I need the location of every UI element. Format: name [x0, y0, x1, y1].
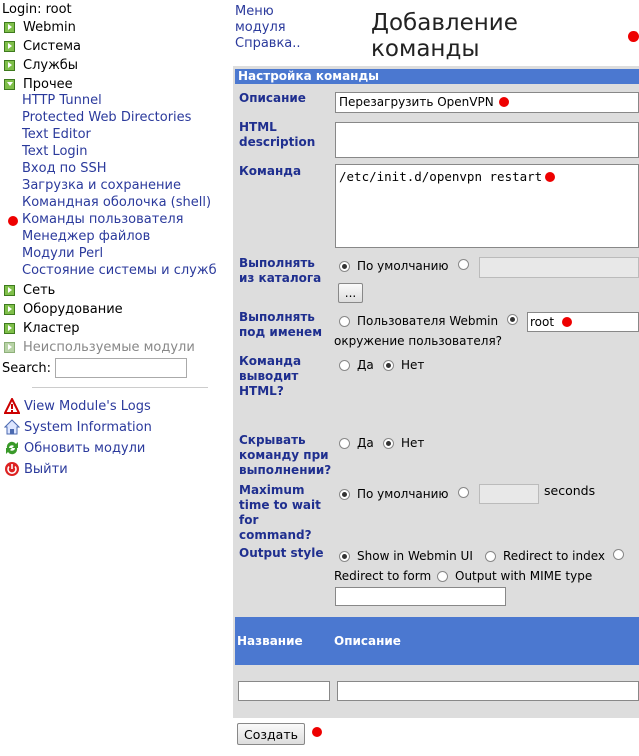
hide-command-label: Скрывать команду при выполнении? [239, 433, 332, 477]
collapse-icon [4, 79, 15, 90]
user-input[interactable] [527, 312, 639, 332]
user-custom-option[interactable] [507, 314, 525, 325]
outputs-html-label: Команда выводит HTML? [239, 354, 302, 398]
home-icon [4, 419, 20, 435]
search-input[interactable] [55, 358, 187, 378]
max-time-default[interactable]: По умолчанию [339, 487, 449, 501]
dir-custom-option[interactable] [458, 259, 476, 270]
command-label: Команда [239, 164, 302, 178]
output-mime[interactable]: Output with MIME type [437, 569, 592, 583]
nav-category-others[interactable]: Прочее [4, 75, 73, 93]
description-input[interactable] [335, 92, 639, 113]
outputs-html-no[interactable]: Нет [383, 358, 424, 372]
nav-category-unused-modules[interactable]: Неиспользуемые модули [4, 338, 195, 356]
nav-item-ssh-login[interactable]: Вход по SSH [22, 161, 107, 176]
output-style-label: Output style [239, 546, 324, 560]
command-form-panel [233, 66, 639, 718]
marker-dot [8, 216, 18, 226]
col-desc-header: Описание [334, 634, 401, 648]
nav-item-text-login[interactable]: Text Login [22, 144, 88, 159]
marker-dot [499, 97, 509, 107]
expand-icon [4, 60, 15, 71]
help-link[interactable]: Справка.. [235, 36, 301, 51]
marker-dot [545, 172, 555, 182]
command-textarea[interactable] [335, 164, 639, 248]
param-desc-input[interactable] [337, 681, 639, 701]
user-value: root [530, 315, 555, 329]
nav-item-text-editor[interactable]: Text Editor [22, 127, 91, 142]
refresh-icon [4, 440, 20, 456]
expand-icon [4, 342, 15, 353]
page-title: Добавление команды [371, 10, 518, 62]
params-table-header [235, 617, 639, 665]
refresh-modules-link[interactable]: Обновить модули [4, 440, 145, 456]
user-webmin-radio[interactable] [339, 316, 350, 327]
search-area [2, 358, 187, 378]
dir-custom-radio[interactable] [458, 259, 469, 270]
seconds-label: seconds [544, 483, 596, 498]
max-time-label: Maximum time to wait for command? [239, 483, 321, 542]
expand-icon [4, 41, 15, 52]
view-logs-link[interactable]: View Module's Logs [4, 398, 151, 414]
module-menu-link-line1[interactable]: Меню [235, 4, 274, 19]
expand-icon [4, 323, 15, 334]
nav-item-shell[interactable]: Командная оболочка (shell) [22, 195, 212, 210]
warning-icon [4, 398, 20, 414]
hide-yes[interactable]: Да [339, 436, 374, 450]
expand-icon [4, 304, 15, 315]
html-description-label: HTML description [239, 120, 316, 149]
command-value: /etc/init.d/openvpn restart [339, 169, 543, 184]
nav-item-perl-modules[interactable]: Модули Perl [22, 246, 104, 261]
max-time-custom[interactable] [458, 487, 476, 498]
form-header: Настройка команды [235, 69, 639, 84]
left-sidebar [0, 0, 230, 756]
mime-type-input[interactable] [335, 587, 506, 606]
browse-dir-button[interactable]: ... [338, 283, 363, 303]
description-value: Перезагрузить OpenVPN [339, 95, 494, 109]
user-webmin-option[interactable]: Пользователя Webmin [339, 314, 498, 328]
module-menu-link-line2[interactable]: модуля [235, 20, 286, 35]
run-as-user-label: Выполнять под именем [239, 310, 322, 339]
nav-category-cluster[interactable]: Кластер [4, 319, 79, 337]
marker-dot [562, 317, 572, 327]
max-time-default-radio[interactable] [339, 489, 350, 500]
nav-item-protected-web-dirs[interactable]: Protected Web Directories [22, 110, 192, 125]
dir-default-option[interactable]: По умолчанию [339, 259, 449, 273]
page-title-wrap [371, 10, 639, 62]
output-redirect-index[interactable]: Redirect to index [485, 549, 605, 563]
outputs-html-yes[interactable]: Да [339, 358, 374, 372]
nav-category-webmin[interactable]: Webmin [4, 18, 76, 36]
output-show-in-ui[interactable]: Show in Webmin UI [339, 549, 473, 563]
run-in-dir-label: Выполнять из каталога [239, 256, 322, 285]
nav-item-file-manager[interactable]: Менеджер файлов [22, 229, 151, 244]
output-mime-radio[interactable] [437, 571, 448, 582]
marker-dot [312, 727, 322, 737]
dir-input[interactable] [479, 257, 639, 278]
divider [32, 387, 208, 388]
output-redirect-form-radio[interactable] [613, 549, 624, 560]
param-name-input[interactable] [238, 681, 330, 701]
marker-dot [628, 31, 639, 42]
output-redirect-index-radio[interactable] [485, 551, 496, 562]
user-custom-radio[interactable] [507, 314, 518, 325]
nav-item-custom-commands[interactable]: Команды пользователя [22, 212, 184, 227]
nav-category-system[interactable]: Система [4, 37, 81, 55]
max-time-custom-radio[interactable] [458, 487, 469, 498]
html-description-input[interactable] [335, 122, 639, 158]
create-button[interactable]: Создать [237, 723, 305, 745]
system-information-link[interactable]: System Information [4, 419, 152, 435]
login-label: Login: root [2, 2, 72, 17]
main-content [230, 0, 639, 756]
description-label: Описание [239, 91, 306, 105]
max-time-input[interactable] [479, 484, 539, 504]
dir-default-radio[interactable] [339, 261, 350, 272]
nav-category-hardware[interactable]: Оборудование [4, 300, 123, 318]
hide-no[interactable]: Нет [383, 436, 424, 450]
expand-icon [4, 285, 15, 296]
output-redirect-form-radio-wrap[interactable] [613, 549, 631, 560]
outputs-html-yes-radio[interactable] [339, 360, 350, 371]
top-links [235, 4, 301, 52]
power-icon [4, 461, 20, 477]
logout-link[interactable]: Выйти [4, 461, 68, 477]
nav-item-system-status[interactable]: Состояние системы и служб [22, 263, 217, 278]
outputs-html-no-radio[interactable] [383, 360, 394, 371]
hide-yes-radio[interactable] [339, 438, 350, 449]
nav-category-servers[interactable]: Службы [4, 56, 78, 74]
search-label: Search: [2, 360, 52, 376]
nav-category-networking[interactable]: Сеть [4, 281, 55, 299]
output-show-in-ui-radio[interactable] [339, 551, 350, 562]
output-redirect-form-label: Redirect to form [334, 569, 432, 583]
user-env-checkbox-label: окружение пользователя? [334, 334, 503, 348]
nav-item-http-tunnel[interactable]: HTTP Tunnel [22, 93, 102, 108]
hide-no-radio[interactable] [383, 438, 394, 449]
nav-item-upload-download[interactable]: Загрузка и сохранение [22, 178, 181, 193]
expand-icon [4, 22, 15, 33]
col-name-header: Название [237, 634, 303, 648]
